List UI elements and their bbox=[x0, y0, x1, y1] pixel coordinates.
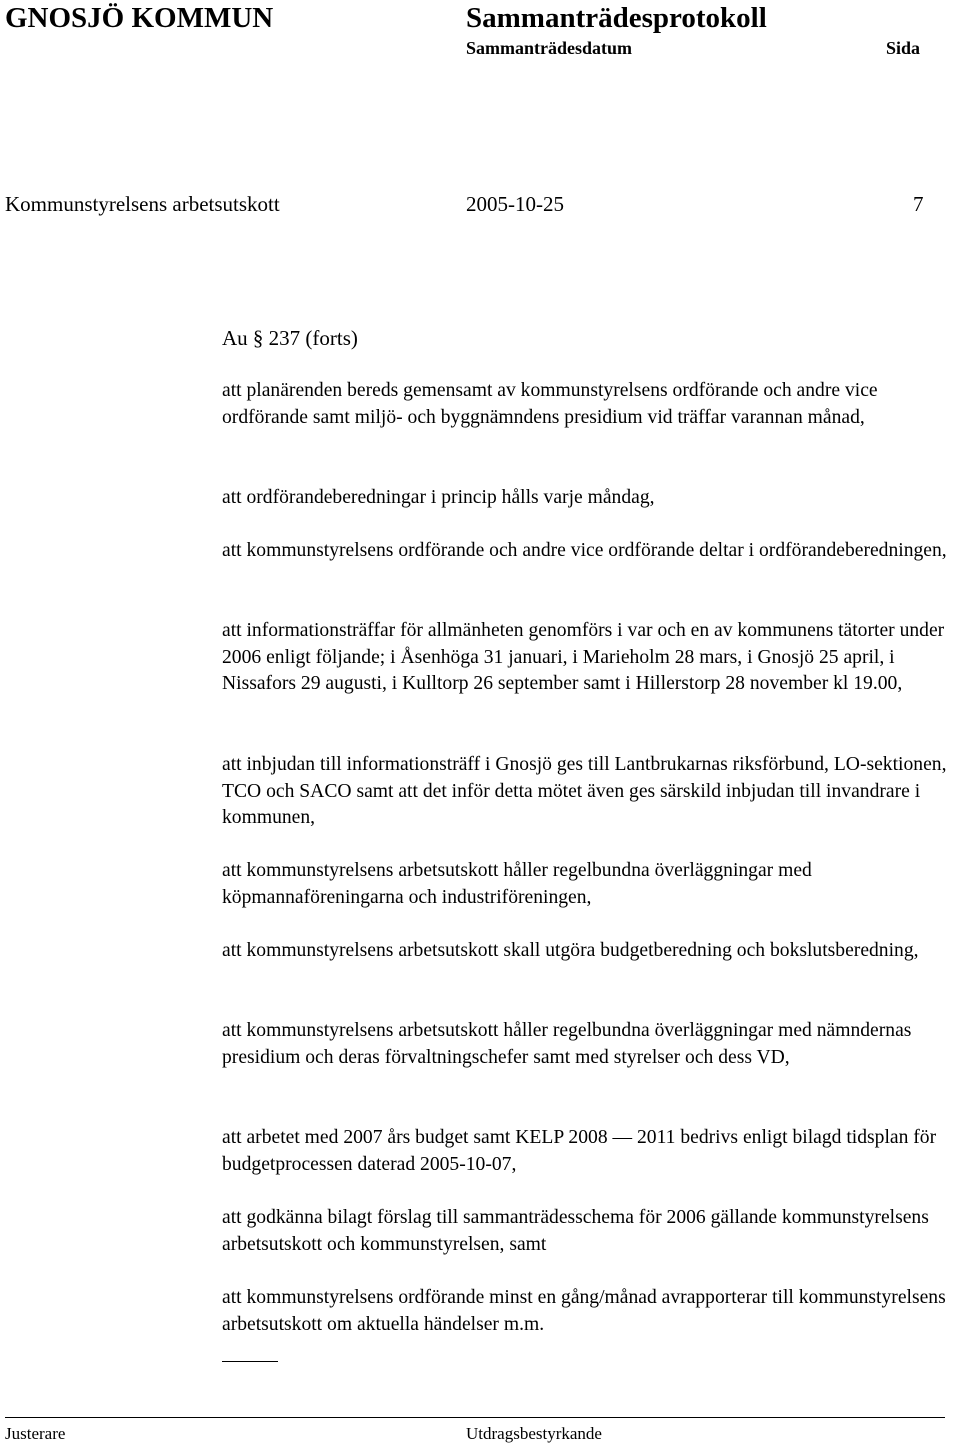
municipality-name: GNOSJÖ KOMMUN bbox=[5, 2, 274, 34]
decision-paragraph: att arbetet med 2007 års budget samt KELP 2008 — 2011 bedrivs enligt bilagd tidsplan för budgetprocessen daterad 2005-10-07, bbox=[222, 1127, 937, 1175]
decision-paragraph: att kommunstyrelsens arbetsutskott håller regelbundna överläggningar med nämndernas presidium och deras förvaltningschefer samt med styrelser och dess VD, bbox=[222, 1020, 912, 1068]
document-type: Sammanträdesprotokoll bbox=[466, 2, 767, 34]
end-of-section-rule bbox=[222, 1361, 278, 1362]
meeting-date: 2005-10-25 bbox=[466, 192, 564, 216]
decision-paragraph: att ordförandeberedningar i princip hålls varje måndag, bbox=[222, 487, 655, 508]
date-label: Sammanträdesdatum bbox=[466, 38, 633, 58]
decision-paragraph: att kommunstyrelsens ordförande minst en gång/månad avrapporterar till kommunstyrelsens arbetsutskott om aktuella händelser m.m. bbox=[222, 1287, 946, 1335]
footer-divider bbox=[5, 1417, 945, 1418]
decision-paragraph: att kommunstyrelsens ordförande och andre vice ordförande deltar i ordförandeberedningen, bbox=[222, 540, 947, 561]
meeting-body: Kommunstyrelsens arbetsutskott bbox=[5, 192, 280, 216]
footer-utdragsbestyrkande: Utdragsbestyrkande bbox=[466, 1424, 602, 1443]
decision-paragraph: att inbjudan till informationsträff i Gnosjö ges till Lantbrukarnas riksförbund, LO-sektionen, TCO och SACO samt att det inför detta mötet även ges särskild inbjudan till invandrare i kommunen, bbox=[222, 754, 947, 828]
decision-paragraph: att kommunstyrelsens arbetsutskott skall utgöra budgetberedning och bokslutsberedning, bbox=[222, 940, 919, 961]
section-reference: Au § 237 (forts) bbox=[222, 326, 358, 350]
decision-paragraph: att godkänna bilagt förslag till sammanträdesschema för 2006 gällande kommunstyrelsens arbetsutskott och kommunstyrelsen, samt bbox=[222, 1207, 929, 1255]
page-number: 7 bbox=[913, 192, 924, 216]
decision-paragraph: att informationsträffar för allmänheten genomförs i var och en av kommunens tätorter under 2006 enligt följande; i Åsenhöga 31 januari, i Marieholm 28 mars, i Gnosjö 25 april, i Nissafors 29 augusti, i Kulltorp 26 september samt i Hillerstorp 28 november kl 19.00, bbox=[222, 620, 945, 694]
footer-justerare: Justerare bbox=[5, 1424, 66, 1443]
page-label: Sida bbox=[886, 38, 921, 58]
decision-paragraph: att kommunstyrelsens arbetsutskott håller regelbundna överläggningar med köpmannaföreningarna och industriföreningen, bbox=[222, 860, 812, 908]
decision-paragraph: att planärenden bereds gemensamt av kommunstyrelsens ordförande och andre vice ordförande samt miljö- och byggnämndens presidium vid träffar varannan månad, bbox=[222, 380, 878, 428]
